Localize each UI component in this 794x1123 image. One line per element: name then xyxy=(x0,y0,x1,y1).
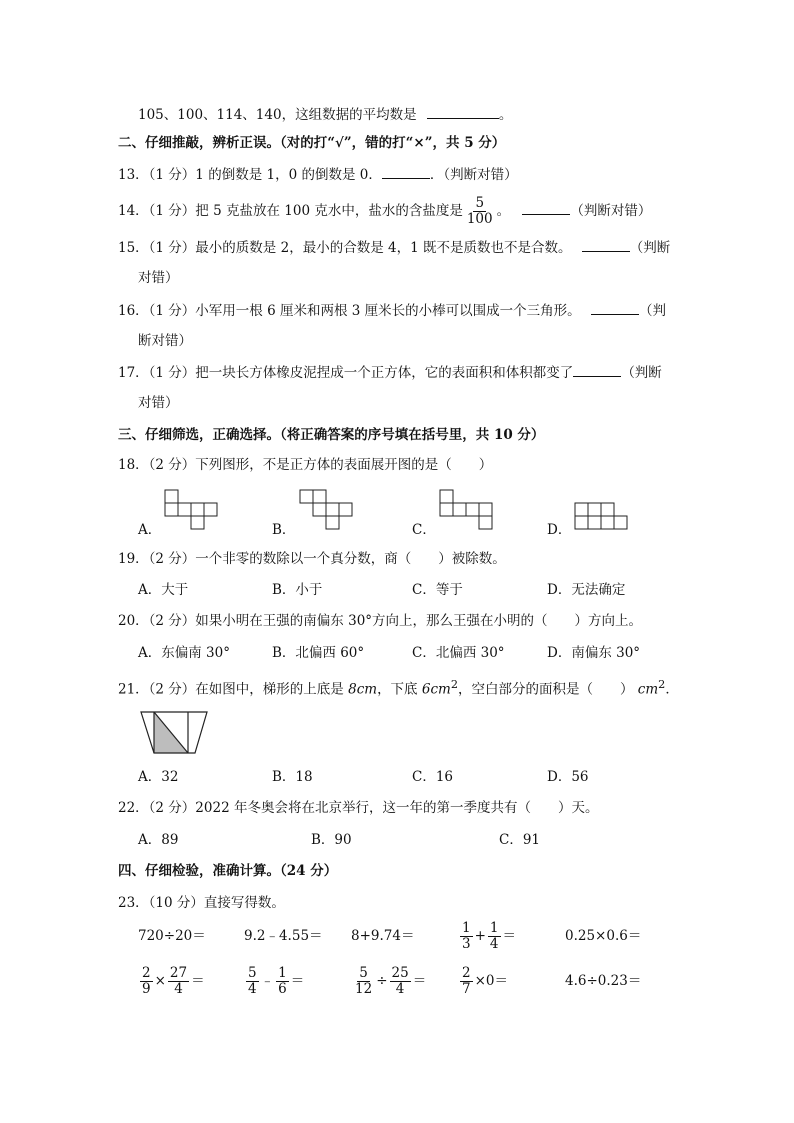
cube-net-d-figure xyxy=(574,501,632,531)
q20-option-a[interactable]: A．东偏南 30° xyxy=(138,645,230,661)
fraction xyxy=(390,966,411,997)
q14-after: 。 xyxy=(496,203,511,219)
q19-option-a[interactable]: A．大于 xyxy=(138,582,189,598)
operator: ﹣ xyxy=(260,973,275,989)
operator: ×0＝ xyxy=(474,973,508,989)
q13-tail: ．（判断对错） xyxy=(429,167,518,183)
numerator: 5 xyxy=(475,195,485,211)
q20-option-b[interactable]: B．北偏西 60° xyxy=(272,645,365,661)
answer-blank[interactable] xyxy=(427,104,499,119)
q18-option-b[interactable]: B． xyxy=(272,522,296,538)
calc-4 xyxy=(458,921,516,952)
question-18: 18．（2 分）下列图形，不是正方体的表面展开图的是（ ） xyxy=(118,457,493,473)
q16-tail: （判 xyxy=(638,303,666,319)
question-17 xyxy=(118,362,662,383)
q15-text: 15．（1 分）最小的质数是 2，最小的合数是 4，1 既不是质数也不是合数。 xyxy=(118,240,572,256)
calc-6 xyxy=(138,966,205,997)
q21-top-base: 8cm xyxy=(348,681,378,698)
denominator: 4 xyxy=(248,981,257,997)
denominator: 4 xyxy=(395,981,405,997)
question-23: 23．（10 分）直接写得数。 xyxy=(118,895,285,911)
numerator: 2 xyxy=(462,965,471,981)
denominator: 100 xyxy=(466,211,493,227)
q20-option-d[interactable]: D．南偏东 30° xyxy=(547,645,641,661)
fraction xyxy=(140,966,153,997)
denominator: 12 xyxy=(355,981,373,997)
q21-option-b[interactable]: B．18 xyxy=(272,769,313,785)
denominator: 9 xyxy=(142,981,151,997)
numerator: 5 xyxy=(248,965,257,981)
calc-8 xyxy=(351,966,426,997)
q12-tail xyxy=(138,104,512,125)
denominator: 6 xyxy=(278,981,287,997)
question-20: 20．（2 分）如果小明在王强的南偏东 30°方向上，那么王强在小明的（ ）方向上。 xyxy=(118,613,643,629)
q22-option-a[interactable]: A．89 xyxy=(138,832,179,848)
question-14 xyxy=(118,196,651,227)
numerator: 1 xyxy=(462,920,471,936)
q17-text: 17．（1 分）把一块长方体橡皮泥捏成一个正方体，它的表面积和体积都变了 xyxy=(118,365,574,381)
fraction xyxy=(460,921,473,952)
q16-text: 16．（1 分）小军用一根 6 厘米和两根 3 厘米长的小棒可以围成一个三角形。 xyxy=(118,303,581,319)
q15-tail: （判断 xyxy=(629,240,671,256)
q15-line2: 对错） xyxy=(138,270,179,286)
q14-tail: （判断对错） xyxy=(570,203,652,219)
numerator: 25 xyxy=(391,965,409,981)
calc-3: 8+9.74＝ xyxy=(351,928,415,944)
equals: ＝ xyxy=(290,973,305,989)
question-13 xyxy=(118,164,518,185)
answer-blank[interactable] xyxy=(591,300,639,315)
q21-sup: 2 xyxy=(450,678,458,691)
q17-tail: （判断 xyxy=(621,365,662,381)
q21-unit: cm xyxy=(637,681,659,698)
cube-net-c-figure xyxy=(439,488,497,532)
trapezoid-figure xyxy=(138,709,210,755)
q21-bottom-base: 6cm xyxy=(421,681,451,698)
numerator: 1 xyxy=(489,920,499,936)
cube-net-b-figure xyxy=(299,488,357,532)
section-4-title: 四、仔细检验，准确计算。（24 分） xyxy=(118,863,338,879)
fraction xyxy=(460,966,473,997)
calc-9 xyxy=(458,966,508,997)
denominator: 4 xyxy=(174,981,183,997)
equals: ＝ xyxy=(191,973,205,989)
calc-2: 9.2﹣4.55＝ xyxy=(244,928,323,944)
q19-option-c[interactable]: C．等于 xyxy=(412,582,463,598)
calc-1: 720÷20＝ xyxy=(138,928,206,944)
operator: + xyxy=(474,928,486,944)
denominator: 7 xyxy=(462,981,471,997)
q14-text: 14．（1 分）把 5 克盐放在 100 克水中，盐水的含盐度是 xyxy=(118,203,463,219)
question-19: 19．（2 分）一个非零的数除以一个真分数，商（ ）被除数。 xyxy=(118,551,506,567)
denominator: 3 xyxy=(462,936,471,952)
fraction xyxy=(353,966,374,997)
q21-text-c: ，空白部分的面积是（ ） xyxy=(457,681,634,698)
q21-option-a[interactable]: A．32 xyxy=(138,769,179,785)
answer-blank[interactable] xyxy=(382,164,430,179)
fraction xyxy=(465,196,495,227)
equals: ＝ xyxy=(502,928,516,944)
fraction xyxy=(488,921,501,952)
numerator: 5 xyxy=(359,965,368,981)
q18-option-d[interactable]: D． xyxy=(547,522,572,538)
q19-option-b[interactable]: B．小于 xyxy=(272,582,323,598)
answer-blank[interactable] xyxy=(522,200,570,215)
q16-line2: 断对错） xyxy=(138,333,192,349)
numerator: 27 xyxy=(169,965,188,981)
question-16 xyxy=(118,300,666,321)
question-22: 22．（2 分）2022 年冬奥会将在北京举行，这一年的第一季度共有（ ）天。 xyxy=(118,800,599,816)
numerator: 2 xyxy=(142,965,151,981)
section-3-title: 三、仔细筛选，正确选择。（将正确答案的序号填在括号里，共 10 分） xyxy=(118,427,545,443)
q19-option-d[interactable]: D．无法确定 xyxy=(547,582,626,598)
q22-option-c[interactable]: C．91 xyxy=(499,832,541,848)
equals: ＝ xyxy=(412,973,427,989)
fraction xyxy=(276,966,289,997)
denominator: 4 xyxy=(489,936,499,952)
q22-option-b[interactable]: B．90 xyxy=(311,832,352,848)
calc-5: 0.25×0.6＝ xyxy=(565,928,642,944)
q12-end: 。 xyxy=(498,107,513,123)
fraction xyxy=(246,966,259,997)
q20-option-c[interactable]: C．北偏西 30° xyxy=(412,645,505,661)
q21-end: ． xyxy=(665,681,679,698)
q18-option-c[interactable]: C． xyxy=(412,522,436,538)
q21-text-b: ，下底 xyxy=(377,681,422,698)
q18-option-a[interactable]: A． xyxy=(138,522,162,538)
q21-unit-sup: 2 xyxy=(658,678,666,691)
calc-7 xyxy=(244,966,304,997)
answer-blank[interactable] xyxy=(582,237,630,252)
q17-line2: 对错） xyxy=(138,395,179,411)
numerator: 1 xyxy=(278,965,287,981)
calc-10: 4.6÷0.23＝ xyxy=(565,973,642,989)
q21-option-d[interactable]: D．56 xyxy=(547,769,589,785)
operator: × xyxy=(154,973,166,989)
answer-blank[interactable] xyxy=(573,362,621,377)
q12-text: 105、100、114、140，这组数据的平均数是 xyxy=(138,107,417,123)
question-21 xyxy=(118,675,679,700)
operator: ÷ xyxy=(376,973,388,989)
question-15 xyxy=(118,237,670,258)
cube-net-a-figure xyxy=(164,488,222,532)
q21-option-c[interactable]: C．16 xyxy=(412,769,454,785)
section-2-title: 二、仔细推敲，辨析正误。（对的打“√”，错的打“×”，共 5 分） xyxy=(118,135,506,151)
q13-text: 13．（1 分）1 的倒数是 1，0 的倒数是 0． xyxy=(118,167,382,183)
fraction xyxy=(168,966,189,997)
q21-text-a: 21．（2 分）在如图中，梯形的上底是 xyxy=(118,681,349,698)
